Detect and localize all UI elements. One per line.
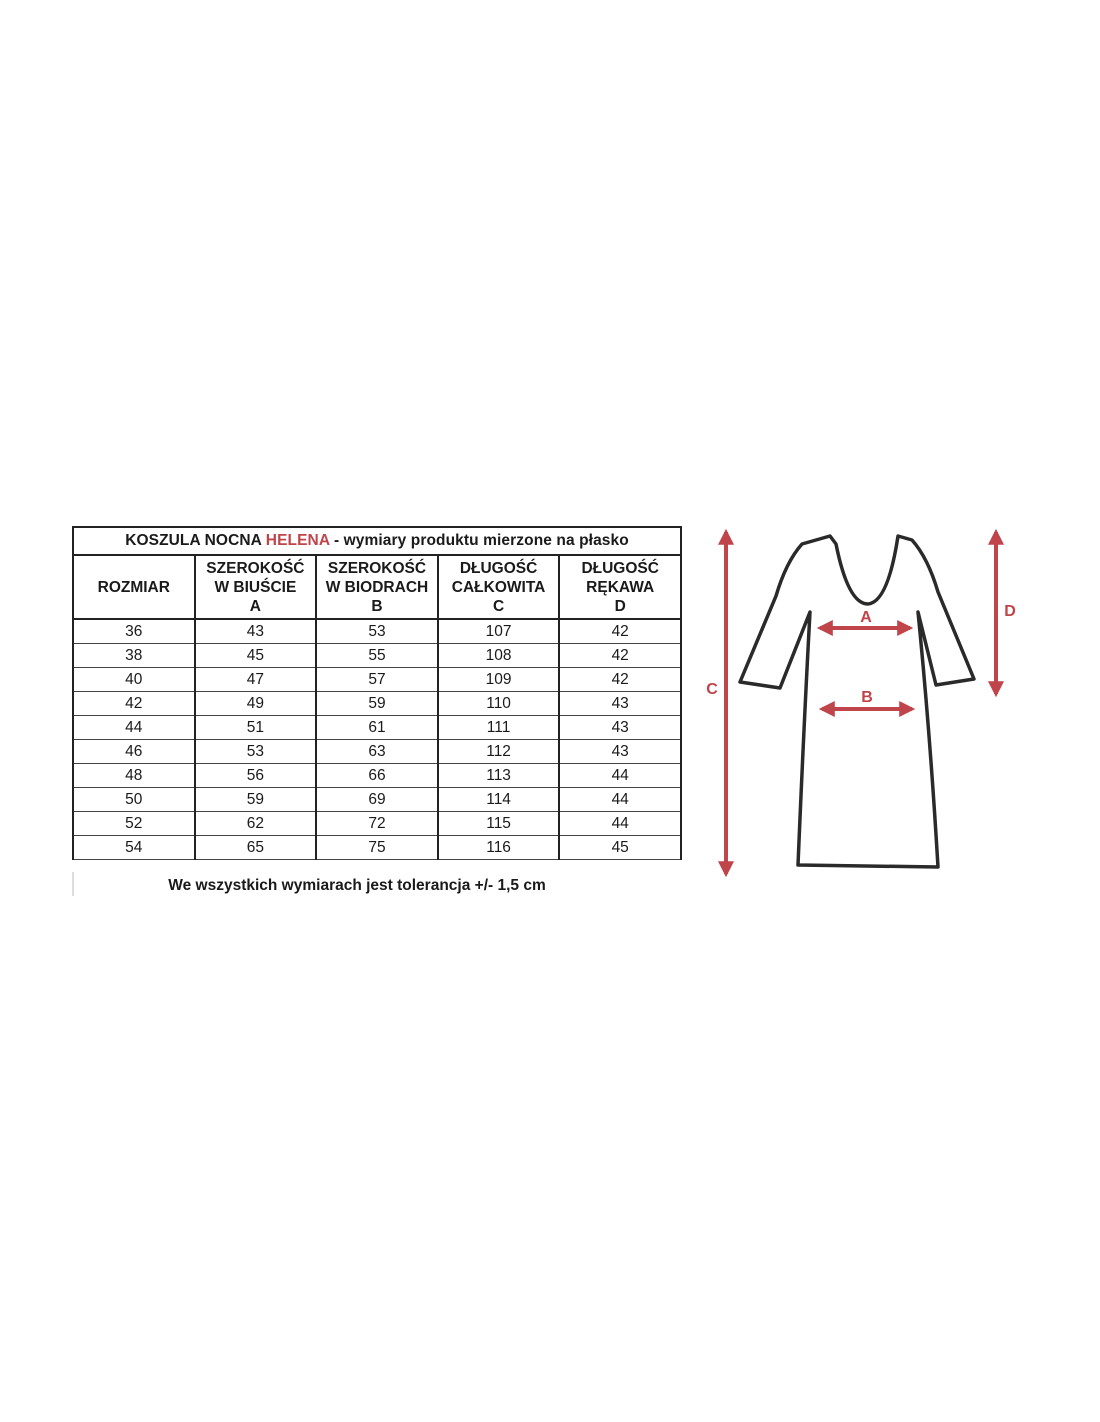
column-header-line: W BIODRACH xyxy=(325,578,429,596)
table-cell: 113 xyxy=(438,764,560,788)
column-header-line: D xyxy=(614,597,626,615)
column-header-line: DŁUGOŚĆ xyxy=(459,559,538,577)
column-header-line: B xyxy=(371,597,383,615)
size-chart-table xyxy=(72,526,682,860)
table-cell: 43 xyxy=(559,740,681,764)
table-cell: 36 xyxy=(73,619,195,644)
table-cell: 44 xyxy=(559,788,681,812)
table-cell: 63 xyxy=(316,740,438,764)
table-cell: 54 xyxy=(73,836,195,860)
table-cell: 46 xyxy=(73,740,195,764)
table-body xyxy=(73,619,681,860)
table-cell: 115 xyxy=(438,812,560,836)
table-cell: 57 xyxy=(316,668,438,692)
table-row xyxy=(73,740,681,764)
table-cell: 72 xyxy=(316,812,438,836)
table-cell: 53 xyxy=(316,619,438,644)
table-cell: 109 xyxy=(438,668,560,692)
column-header-line: A xyxy=(249,597,261,615)
title-prefix: KOSZULA NOCNA xyxy=(125,532,266,549)
dress-measurement-diagram xyxy=(700,522,1030,882)
table-row xyxy=(73,668,681,692)
label-c: C xyxy=(706,681,718,698)
column-header-line: W BIUŚCIE xyxy=(214,578,297,596)
table-row xyxy=(73,619,681,644)
table-row xyxy=(73,716,681,740)
table-cell: 47 xyxy=(195,668,317,692)
table-cell: 48 xyxy=(73,764,195,788)
table-cell: 42 xyxy=(559,644,681,668)
table-cell: 44 xyxy=(559,812,681,836)
table-cell: 65 xyxy=(195,836,317,860)
table-cell: 44 xyxy=(559,764,681,788)
table-cell: 38 xyxy=(73,644,195,668)
column-header-line: DŁUGOŚĆ xyxy=(581,559,659,577)
table-cell: 107 xyxy=(438,619,560,644)
table-cell: 66 xyxy=(316,764,438,788)
table-cell: 42 xyxy=(559,668,681,692)
dress-outline xyxy=(740,536,974,867)
table-cell: 114 xyxy=(438,788,560,812)
table-cell: 75 xyxy=(316,836,438,860)
table-cell: 50 xyxy=(73,788,195,812)
table-cell: 49 xyxy=(195,692,317,716)
label-d: D xyxy=(1004,603,1016,620)
table-cell: 56 xyxy=(195,764,317,788)
table-cell: 53 xyxy=(195,740,317,764)
table-cell: 69 xyxy=(316,788,438,812)
table-cell: 40 xyxy=(73,668,195,692)
table-header-row xyxy=(73,555,681,619)
table-cell: 52 xyxy=(73,812,195,836)
table-cell: 108 xyxy=(438,644,560,668)
column-header-line: RĘKAWA xyxy=(586,578,655,596)
table-cell: 43 xyxy=(559,692,681,716)
table-cell: 59 xyxy=(316,692,438,716)
column-header-line: CAŁKOWITA xyxy=(451,578,546,596)
column-header-2 xyxy=(316,555,438,619)
tolerance-note: We wszystkich wymiarach jest tolerancja +/- 1,5 cm xyxy=(168,877,546,894)
table-title-row xyxy=(73,527,681,555)
column-header-0 xyxy=(73,555,195,619)
table-cell: 45 xyxy=(559,836,681,860)
title-suffix: - wymiary produktu mierzone na płasko xyxy=(329,532,629,549)
table-cell: 42 xyxy=(559,619,681,644)
column-header-line: SZEROKOŚĆ xyxy=(206,559,305,577)
table-cell: 44 xyxy=(73,716,195,740)
column-header-line: C xyxy=(492,597,505,615)
title-product-name: HELENA xyxy=(265,532,330,549)
table-cell: 62 xyxy=(195,812,317,836)
table-row xyxy=(73,836,681,860)
label-b: B xyxy=(861,689,873,706)
table-row xyxy=(73,692,681,716)
table-cell: 116 xyxy=(438,836,560,860)
table-row xyxy=(73,764,681,788)
table-row xyxy=(73,788,681,812)
table-cell: 110 xyxy=(438,692,560,716)
table-cell: 45 xyxy=(195,644,317,668)
table-cell: 112 xyxy=(438,740,560,764)
table-cell: 43 xyxy=(195,619,317,644)
table-title xyxy=(73,527,681,555)
table-cell: 61 xyxy=(316,716,438,740)
column-header-line: SZEROKOŚĆ xyxy=(327,559,427,577)
column-header-1 xyxy=(195,555,317,619)
table-cell: 55 xyxy=(316,644,438,668)
column-header-line: ROZMIAR xyxy=(97,578,170,596)
table-row xyxy=(73,812,681,836)
column-header-4 xyxy=(559,555,681,619)
table-row xyxy=(73,644,681,668)
table-cell: 43 xyxy=(559,716,681,740)
table-cell: 51 xyxy=(195,716,317,740)
table-cell: 111 xyxy=(438,716,560,740)
label-a: A xyxy=(860,609,872,626)
table-cell: 59 xyxy=(195,788,317,812)
column-header-3 xyxy=(438,555,560,619)
table-cell: 42 xyxy=(73,692,195,716)
